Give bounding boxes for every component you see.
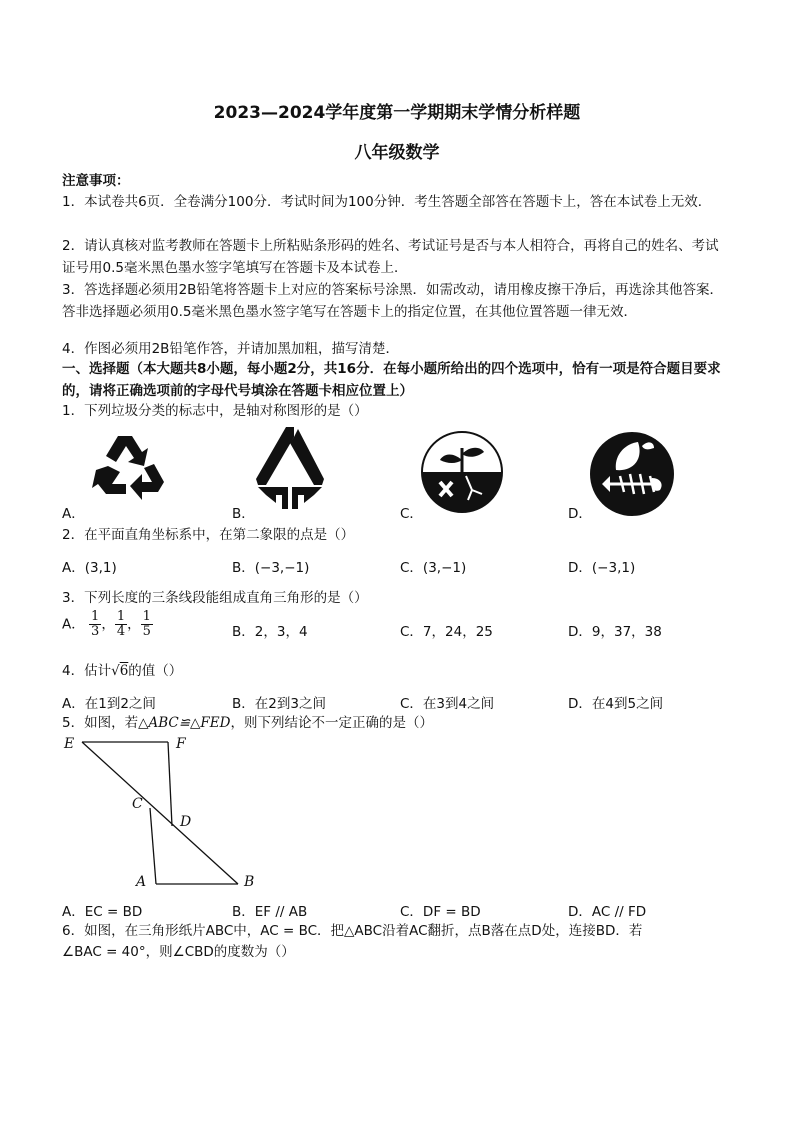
question-3-option-d[interactable]: D．9，37，38 <box>568 624 662 640</box>
exam-title: 2023—2024学年度第一学期期末学情分析样题 <box>213 103 581 123</box>
triangle-arrows-icon <box>252 423 328 513</box>
option-label: A． <box>62 616 85 633</box>
exam-subtitle: 八年级数学 <box>354 143 440 163</box>
note-item: 3．答选择题必须用2B铅笔将答题卡上对应的答案标号涂黑．如需改动，请用橡皮擦干净后，再选涂其他答案．答非选择题必须用0.5毫米黑色墨水签字笔写在答题卡上的指定位置，在其他位置答题一律无效． <box>62 282 723 320</box>
question-6-line-1: 6．如图，在三角形纸片ABC中，AC = BC．把△ABC沿着AC翻折，点B落在点D处，连接BD．若 <box>62 923 643 939</box>
q5-figure <box>60 736 260 896</box>
question-3-option-b[interactable]: B．2，3，4 <box>232 624 308 640</box>
recycle-icon <box>86 430 176 510</box>
question-4-option-d[interactable]: D．在4到5之间 <box>568 696 664 712</box>
question-1-stem: 1．下列垃圾分类的标志中，是轴对称图形的是（） <box>62 403 368 419</box>
question-2-option-d[interactable]: D．(−3,1) <box>568 560 636 576</box>
question-4-option-c[interactable]: C．在3到4之间 <box>400 696 495 712</box>
question-1-option-a[interactable]: A． <box>62 506 85 522</box>
point-label-b: B <box>244 874 255 890</box>
question-5-option-b[interactable]: B．EF // AB <box>232 904 308 920</box>
question-1-option-b[interactable]: B． <box>232 506 255 522</box>
question-4-option-b[interactable]: B．在2到3之间 <box>232 696 326 712</box>
question-5-option-c[interactable]: C．DF = BD <box>400 904 481 920</box>
plant-no-icon <box>420 430 504 514</box>
question-2-stem: 2．在平面直角坐标系中，在第二象限的点是（） <box>62 527 355 543</box>
question-3-option-a[interactable]: A． $\frac{1}{3}$ ， $\frac{1}{4}$ ， $\frac{1}{5}$ <box>62 609 151 639</box>
question-5-stem: 5．如图，若△ABC≌△FED，则下列结论不一定正确的是（） <box>62 715 433 731</box>
question-2-option-a[interactable]: A．(3,1) <box>62 560 117 576</box>
question-3-option-c[interactable]: C．7，24，25 <box>400 624 493 640</box>
fish-bone-icon <box>588 430 676 518</box>
question-4-stem: 4．估计√6的值（） <box>62 663 183 679</box>
question-3-stem: 3．下列长度的三条线段能组成直角三角形的是（） <box>62 590 368 606</box>
point-label-d: D <box>180 814 192 830</box>
point-label-e: E <box>64 736 75 752</box>
question-6-line-2: ∠BAC = 40°，则∠CBD的度数为（） <box>62 944 295 960</box>
question-2-option-c[interactable]: C．(3,−1) <box>400 560 467 576</box>
fraction: $\frac{1}{4}$ <box>116 609 126 639</box>
radicand: 6 <box>119 663 129 679</box>
question-4-option-a[interactable]: A．在1到2之间 <box>62 696 156 712</box>
question-2-option-b[interactable]: B．(−3,−1) <box>232 560 310 576</box>
point-label-f: F <box>176 736 186 752</box>
fraction: $\frac{1}{5}$ <box>142 609 151 639</box>
section-heading: 一、选择题（本大题共8小题，每小题2分，共16分．在每小题所给出的四个选项中，恰有一项是符合题目要求的，请将正确选项前的字母代号填涂在答题卡相应位置上） <box>62 361 721 399</box>
fraction: $\frac{1}{3}$ <box>91 609 100 639</box>
note-item: 4．作图必须用2B铅笔作答，并请加黑加粗，描写清楚． <box>62 341 399 357</box>
question-5-option-d[interactable]: D．AC // FD <box>568 904 647 920</box>
note-item: 1．本试卷共6页．全卷满分100分．考试时间为100分钟．考生答题全部答在答题卡上，答在本试卷上无效． <box>62 194 712 210</box>
question-1-option-d[interactable]: D． <box>568 506 592 522</box>
question-5-option-a[interactable]: A．EC = BD <box>62 904 143 920</box>
notes-heading: 注意事项： <box>62 173 130 189</box>
question-1-option-c[interactable]: C． <box>400 506 423 522</box>
point-label-c: C <box>132 796 143 812</box>
note-item: 2．请认真核对监考教师在答题卡上所粘贴条形码的姓名、考试证号是否与本人相符合，再将自己的姓名、考试证号用0.5毫米黑色墨水签字笔填写在答题卡及本试卷上． <box>62 238 719 276</box>
point-label-a: A <box>136 874 147 890</box>
